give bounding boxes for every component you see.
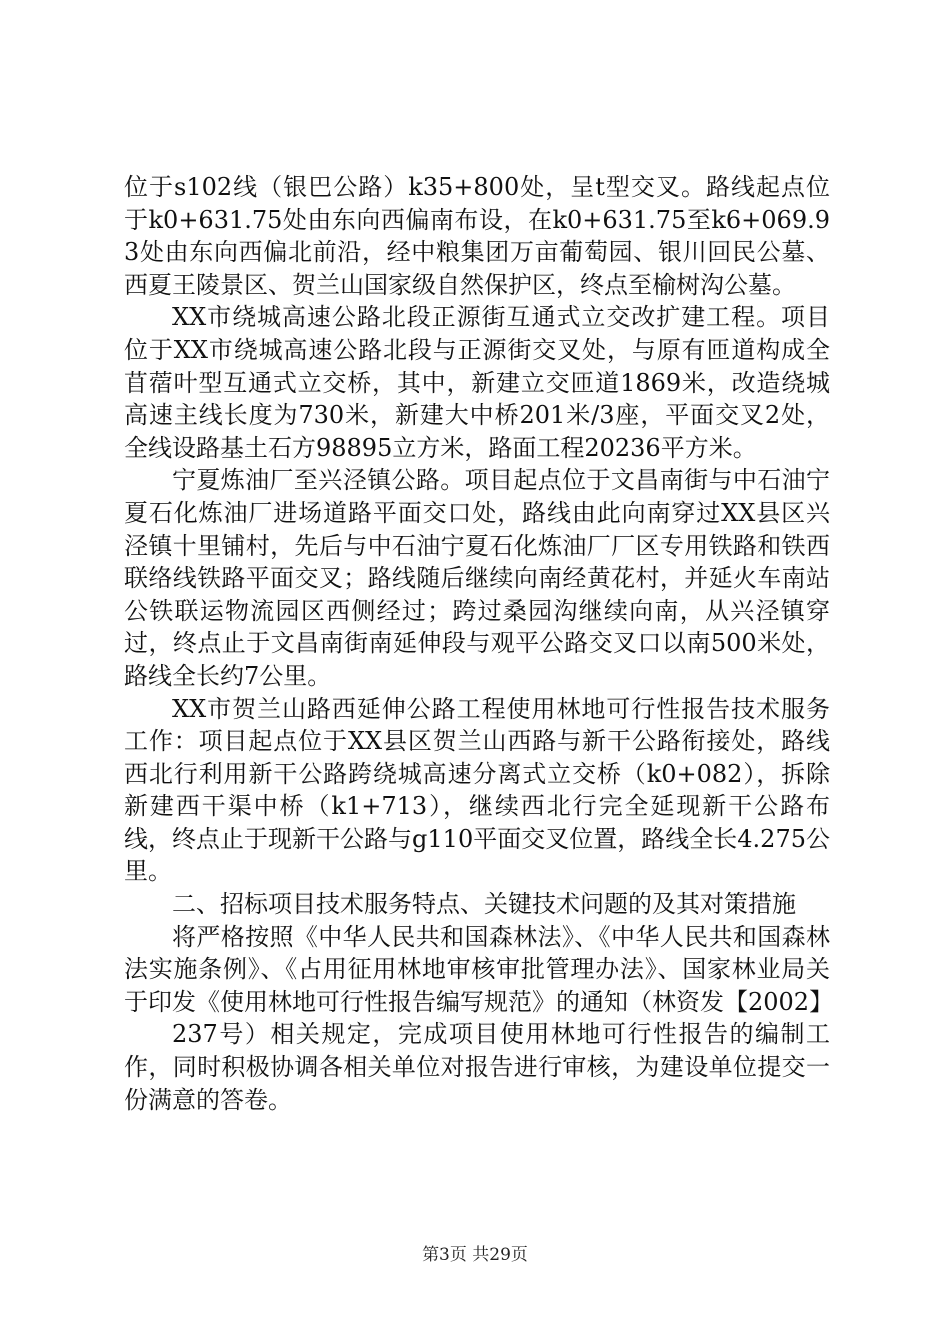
document-body	[124, 171, 834, 1116]
section-heading-two: 二、招标项目技术服务特点、关键技术问题的及其对策措施	[172, 890, 796, 919]
paragraph-refinery-road: 宁夏炼油厂至兴泾镇公路。项目起点位于文昌南街与中石油宁夏石化炼油厂进场道路平面交口处，路线由此向南穿过XX县区兴泾镇十里铺村，先后与中石油宁夏石化炼油厂厂区专用铁路和铁西联络线铁路平面交叉；路线随后继续向南经黄花村，并延火车南站公铁联运物流园区西侧经过；跨过桑园沟继续向南，从兴泾镇穿过，终点止于文昌南街南延伸段与观平公路交叉口以南500米处，路线全长约7公里。	[124, 466, 830, 690]
paragraph-regulations: 将严格按照《中华人民共和国森林法》、《中华人民共和国森林法实施条例》、《占用征用林地审核审批管理办法》、国家林业局关于印发《使用林地可行性报告编写规范》的通知（林资发【2002】	[124, 922, 834, 1016]
page-number-footer: 第3页 共29页	[422, 1245, 528, 1265]
paragraph-conclusion: 237号）相关规定，完成项目使用林地可行性报告的编制工作，同时积极协调各相关单位对报告进行审核，为建设单位提交一份满意的答卷。	[124, 1020, 830, 1114]
paragraph-route-s102: 位于s102线（银巴公路）k35+800处，呈t型交叉。路线起点位于k0+631.75处由东向西偏南布设，在k0+631.75至k6+069.93处由东向西偏北前沿，经中粮集团万亩葡萄园、银川回民公墓、西夏王陵景区、贺兰山国家级自然保护区，终点至榆树沟公墓。	[124, 173, 830, 299]
paragraph-ring-expressway: XX市绕城高速公路北段正源街互通式立交改扩建工程。项目位于XX市绕城高速公路北段与正源街交叉处，与原有匝道构成全苜蓿叶型互通式立交桥，其中，新建立交匝道1869米，改造绕城高速主线长度为730米，新建大中桥201米/3座，平面交叉2处，全线设路基土石方98895立方米，路面工程20236平方米。	[124, 303, 830, 462]
paragraph-helanshan-road: XX市贺兰山路西延伸公路工程使用林地可行性报告技术服务工作：项目起点位于XX县区贺兰山西路与新干公路衔接处，路线西北行利用新干公路跨绕城高速分离式立交桥（k0+082），拆除新建西干渠中桥（k1+713），继续西北行完全延现新干公路布线，终点止于现新干公路与g110平面交叉位置，路线全长4.275公里。	[124, 694, 830, 886]
